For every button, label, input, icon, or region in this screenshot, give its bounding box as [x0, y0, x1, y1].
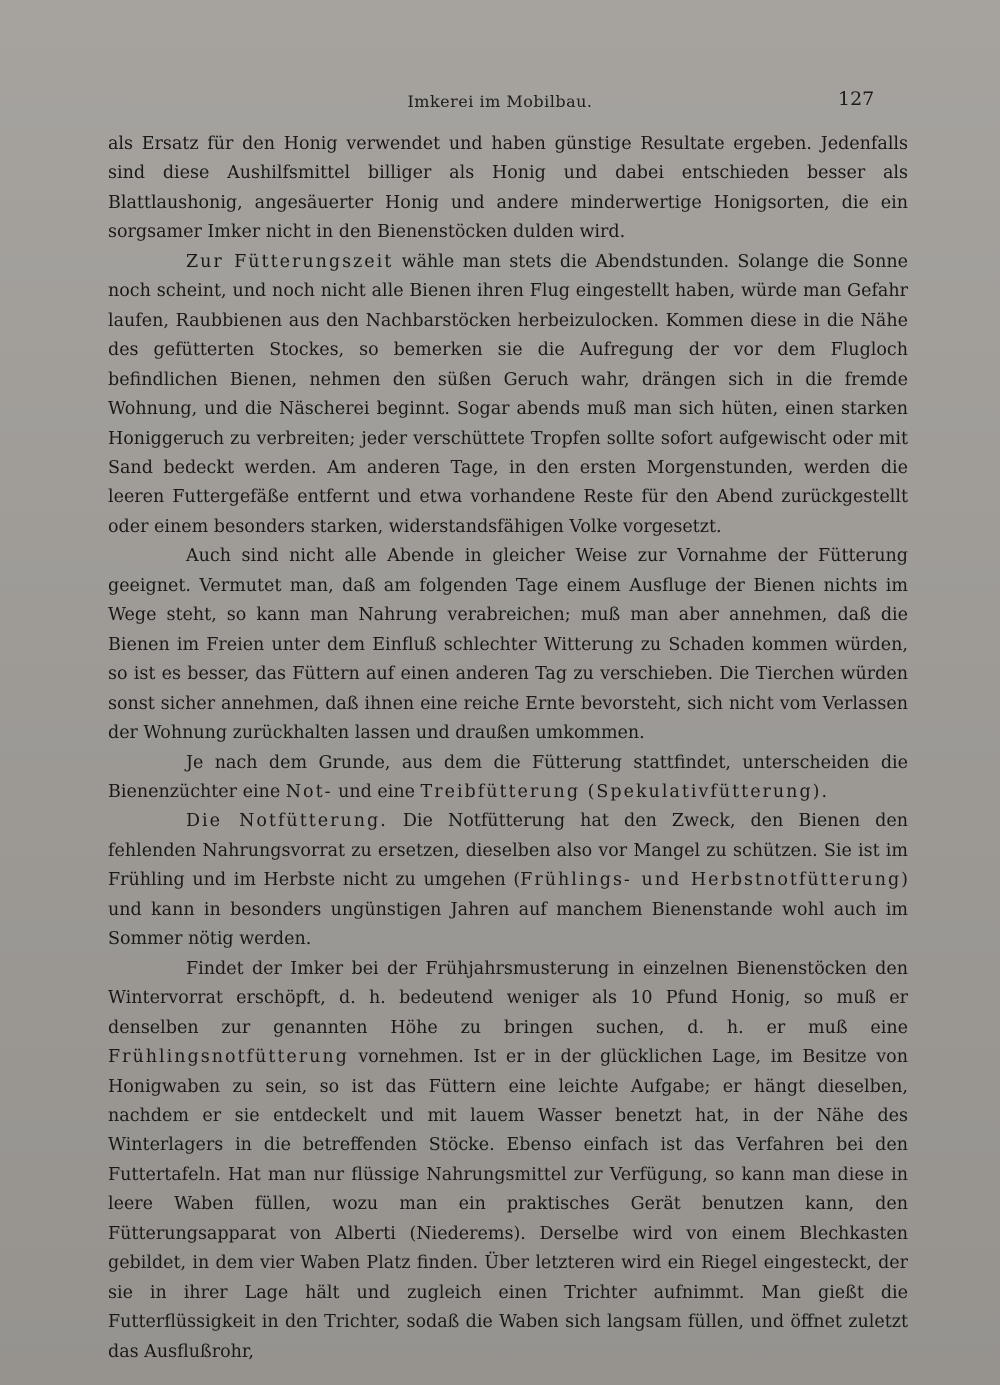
paragraph-2-lead: Zur Fütterungszeit [186, 251, 394, 272]
paragraph-5-lead: Die Notfütterung. [186, 811, 388, 832]
paragraph-2 [108, 248, 908, 543]
paragraph-6 [108, 955, 908, 1367]
paragraph-5-em1: Frühlings- und Herbstnotfütterung [520, 870, 902, 891]
paragraph-1 [108, 130, 908, 248]
paragraph-5-text: Die Notfütterung hat den Zweck, den Bienen den fehlenden Nahrungsvorrat zu ersetzen, dieselben also vor Mangel zu schützen. Sie ist im Frühling und im Herbste nicht zu umgehen ( [108, 811, 908, 891]
paragraph-6-em1: Frühlingsnotfütterung [108, 1047, 349, 1068]
paragraph-3 [108, 542, 908, 748]
paragraph-4-em1: Not- [285, 781, 333, 802]
running-title: Imkerei im Mobilbau. [407, 92, 593, 111]
paragraph-5-tail: ) und kann in besonders ungünstigen Jahren auf manchem Bienenstande wohl auch im Sommer nötig werden. [108, 870, 908, 950]
paragraph-2-text: wähle man stets die Abendstunden. Solange die Sonne noch scheint, und noch nicht alle Bienen ihren Flug eingestellt haben, würde man Gefahr laufen, Raubbienen aus den Nachbarstöcken herbeizulocken. Kommen diese in die Nähe des gefütterten Stockes, so bemerken sie die Aufregung der vor dem Flugloch befindlichen Bienen, nehmen den süßen Geruch wahr, drängen sich in die fremde Wohnung, und die Näscherei beginnt. Sogar abends muß man sich hüten, einen starken Honiggeruch zu verbreiten; jeder verschüttete Tropfen sollte sofort aufgewischt oder mit Sand bedeckt werden. Am anderen Tage, in den ersten Morgenstunden, werden die leeren Futtergefäße entfernt und etwa vorhandene Reste für den Abend zurückgestellt oder einem besonders starken, widerstandsfähigen Volke vorgesetzt. [108, 251, 908, 537]
body-text [108, 130, 908, 1367]
paragraph-4-mid: und eine [332, 781, 421, 802]
paragraph-6-text: Findet der Imker bei der Frühjahrsmusterung in einzelnen Bienenstöcken den Wintervorrat erschöpft, d. h. bedeutend weniger als 10 Pfund Honig, so muß er denselben zur genannten Höhe zu bringen suchen, d. h. er muß eine [108, 958, 908, 1038]
page-number: 127 [838, 88, 875, 110]
paragraph-6-tail: vornehmen. Ist er in der glücklichen Lage, im Besitze von Honigwaben zu sein, so ist das Füttern eine leichte Aufgabe; er hängt dieselben, nachdem er sie entdeckelt und mit lauem Wasser benetzt hat, in der Nähe des Winterlagers in die betreffenden Stöcke. Ebenso einfach ist das Verfahren bei den Futtertafeln. Hat man nur flüssige Nahrungsmittel zur Verfügung, so kann man diese in leere Waben füllen, wozu man ein praktisches Gerät benutzen kann, den Fütterungsapparat von Alberti (Niederems). Derselbe wird von einem Blechkasten gebildet, in dem vier Waben Platz finden. Über letzteren wird ein Riegel eingesteckt, der sie in ihrer Lage hält und zugleich einen Trichter aufnimmt. Man gießt die Futterflüssigkeit in den Trichter, sodaß die Waben sich langsam füllen, und öffnet zuletzt das Ausflußrohr, [108, 1047, 908, 1362]
page-header [0, 88, 1000, 118]
paragraph-4-text: Je nach dem Grunde, aus dem die Fütterung stattfindet, unterscheiden die Bienenzüchter eine [108, 752, 908, 802]
paragraph-5 [108, 807, 908, 954]
paragraph-3-text: Auch sind nicht alle Abende in gleicher Weise zur Vornahme der Fütterung geeignet. Vermutet man, daß am folgenden Tage einem Ausfluge der Bienen nichts im Wege steht, so kann man Nahrung verabreichen; muß man aber annehmen, daß die Bienen im Freien unter dem Einfluß schlechter Witterung zu Schaden kommen würden, so ist es besser, das Füttern auf einen anderen Tag zu verschieben. Die Tierchen würden sonst sicher annehmen, daß ihnen eine reiche Ernte bevorsteht, sich nicht vom Verlassen der Wohnung zurückhalten lassen und draußen umkommen. [108, 546, 908, 744]
paragraph-1-text: als Ersatz für den Honig verwendet und haben günstige Resultate ergeben. Jedenfalls sind diese Aushilfsmittel billiger als Honig und dabei entschieden besser als Blattlaushonig, angesäuerter Honig und andere minderwertige Honigsorten, die ein sorgsamer Imker nicht in den Bienenstöcken dulden wird. [108, 134, 908, 243]
paragraph-4-em2: Treibfütterung (Spekulativfütterung). [420, 781, 830, 802]
paragraph-4 [108, 749, 908, 808]
